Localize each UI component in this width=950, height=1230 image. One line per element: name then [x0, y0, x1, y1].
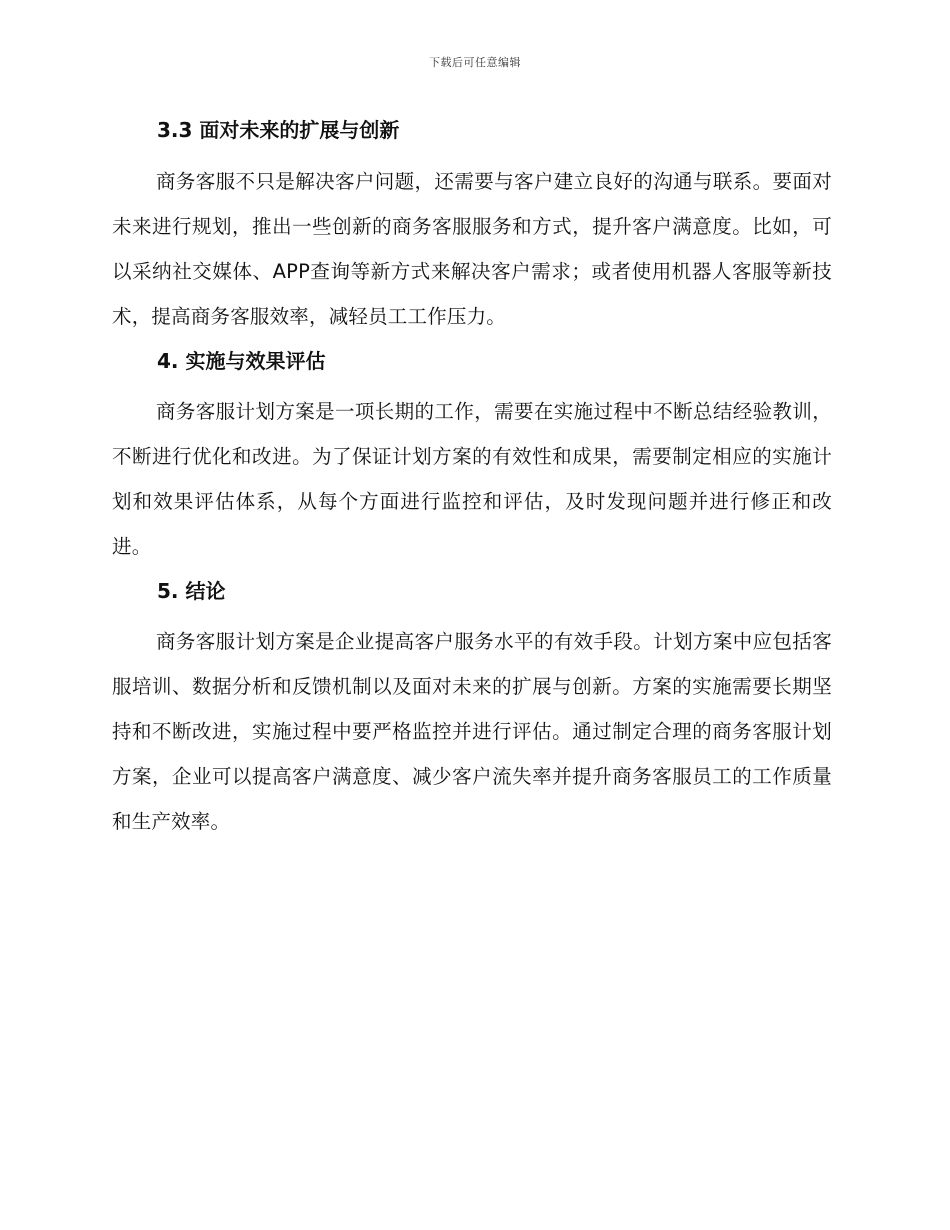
- section-paragraph-4: 商务客服计划方案是一项长期的工作，需要在实施过程中不断总结经验教训，不断进行优化和改进。为了保证计划方案的有效性和成果，需要制定相应的实施计划和效果评估体系，从每个方面进行监控和评估，及时发现问题并进行修正和改进。: [112, 400, 832, 558]
- section-heading-3-3: 3.3 面对未来的扩展与创新: [157, 118, 400, 142]
- document-body: [112, 112, 832, 844]
- header-note: 下载后可任意编辑: [429, 56, 521, 69]
- section-paragraph-5: 商务客服计划方案是企业提高客户服务水平的有效手段。计划方案中应包括客服培训、数据分析和反馈机制以及面对未来的扩展与创新。方案的实施需要长期坚持和不断改进，实施过程中要严格监控并进行评估。通过制定合理的商务客服计划方案，企业可以提高客户满意度、减少客户流失率并提升商务客服员工的工作质量和生产效率。: [112, 630, 832, 833]
- section-heading-5: 5. 结论: [157, 579, 226, 603]
- section-paragraph-3-3: 商务客服不只是解决客户问题，还需要与客户建立良好的沟通与联系。要面对未来进行规划，推出一些创新的商务客服服务和方式，提升客户满意度。比如，可以采纳社交媒体、APP查询等新方式来解决客户需求；或者使用机器人客服等新技术，提高商务客服效率，减轻员工工作压力。: [112, 170, 832, 328]
- section-heading-4: 4. 实施与效果评估: [157, 349, 326, 373]
